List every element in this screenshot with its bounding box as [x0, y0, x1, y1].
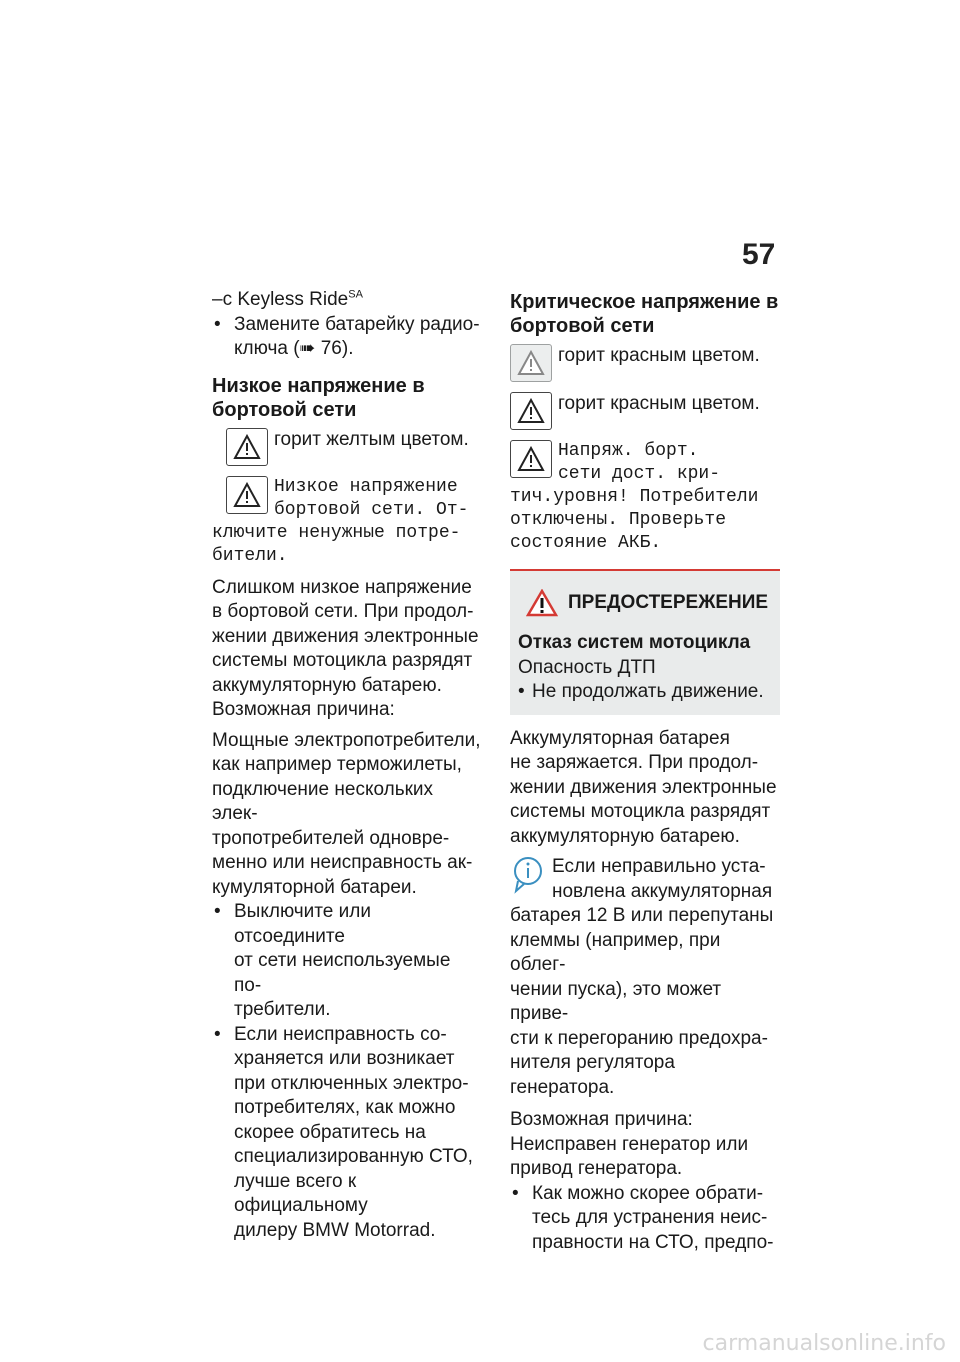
- low-voltage-display-message: Низкое напряжение бортовой сети. От- ключите ненужные потре- бители.: [212, 476, 469, 566]
- cause-line: Неисправен генератор или: [510, 1133, 749, 1155]
- low-voltage-paragraph: Слишком низкое напряжение в бортовой сети. При продол- жении движения электронные системы мотоцикла разрядят аккумуляторную батарею.: [212, 576, 479, 696]
- cause-label: Возможная причина:: [212, 699, 395, 720]
- warning-triangle-filled-icon: [510, 344, 552, 382]
- section-heading-low-voltage: Низкое напряжение в бортовой сети: [212, 374, 425, 421]
- warning-triangle-icon: [510, 440, 552, 478]
- cause-label: Возможная причина:: [510, 1109, 693, 1130]
- critical-voltage-display-message: Напряж. борт. сети дост. кри- тич.уровня! Потребители отключены. Проверьте состояние АКБ.: [510, 441, 759, 553]
- warning-triangle-icon: [226, 428, 268, 466]
- bullet-disconnect-consumers: • Выключите или отсоедините от сети неиспользуемые по- требители.: [214, 901, 451, 1020]
- cause-line: привод генератора.: [510, 1158, 683, 1179]
- warning-danger: Опасность ДТП: [518, 656, 656, 678]
- footer-watermark: carmanualsonline.info: [702, 1331, 946, 1356]
- battery-not-charging-paragraph: Аккумуляторная батарея не заряжается. При продол- жении движения электронные системы мотоцикла разрядят аккумуляторную батарею.: [510, 727, 777, 847]
- sa-superscript: SA: [348, 288, 363, 301]
- warning-exclamation-icon: [526, 589, 558, 617]
- section-heading-critical-voltage: Критическое напряжение в бортовой сети: [510, 291, 779, 337]
- warning-triangle-icon: [510, 392, 552, 430]
- red-warning-row-filled: горит красным цветом.: [510, 344, 780, 384]
- info-icon: [510, 855, 546, 895]
- page-ref-arrow-icon: ➠: [299, 338, 316, 359]
- left-column: [212, 288, 482, 1243]
- red-warning-row: горит красным цветом.: [510, 392, 780, 432]
- warning-title: ПРЕДОСТЕРЕЖЕНИЕ: [568, 591, 769, 613]
- cause-paragraph: Мощные электропотребители, как например терможилеты, подключение нескольких элек- тропотребителей одновре- менно или неисправность ак- кумуляторной батареи.: [212, 729, 481, 898]
- warning-triangle-icon: [226, 476, 268, 514]
- keyless-ride-line: –с Keyless Ride$^{SA}$: [212, 288, 363, 310]
- warning-subtitle: Отказ систем мотоцикла: [518, 632, 751, 653]
- page-number: 57: [742, 238, 776, 271]
- right-column: [510, 288, 780, 1255]
- bullet-service: • Как можно скорее обрати- тесь для устранения неис- правности на СТО, предпо-: [512, 1182, 774, 1253]
- yellow-warning-row: горит желтым цветом.: [212, 428, 482, 468]
- bullet-replace-battery: • Замените батарейку радио- ключа (➠ 76).: [214, 313, 480, 359]
- warning-bullet: • Не продолжать движение.: [518, 681, 764, 702]
- warning-box: [510, 569, 780, 715]
- info-note: Если неправильно уста- новлена аккумуляторная батарея 12 В или перепутаны клеммы (например, при облег- чении пуска), это может приве- сти к перегоранию предохра- нителя регулятора генератора.: [510, 856, 774, 1098]
- bullet-contact-service: • Если неисправность со- храняется или возникает при отключенных электро- потребителях, как можно скорее обратитесь на специализированную СТО, лучше всего к официальному дилеру BMW Motorrad.: [214, 1023, 473, 1241]
